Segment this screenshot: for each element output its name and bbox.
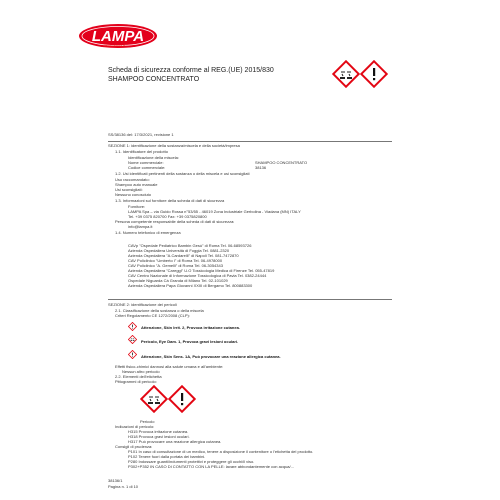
h-statement: H315 Provoca irritazione cutanea. <box>128 429 189 434</box>
clp-criteria: Criteri Regolamento CE 1272/2008 (CLP): <box>115 313 190 318</box>
section1-line: 1.3. Informazioni sul fornitore della scheda di dati di sicurezza <box>115 198 225 203</box>
h-statements-label: Indicazioni di pericolo: <box>115 424 155 429</box>
corrosion-icon <box>140 385 168 413</box>
p-statements-label: Consigli di prudenza: <box>115 444 153 449</box>
supplier-address: LAMPA Spa – via Guido Rossa n°53/55 - 46019 Zona Industriale Gerbolina - Viadana (MN) ITALY <box>128 209 301 214</box>
section1-line: Usi sconsigliati: <box>115 187 143 192</box>
footer-code: 38136/1 <box>108 478 123 483</box>
trade-name-value: SHAMPOO CONCENTRATO <box>255 160 308 165</box>
effects-label: Effetti fisico-chimici dannosi alla salute umana e all'ambiente: <box>115 364 224 369</box>
section1-line: Uso raccomandato: <box>115 177 150 182</box>
p-statement: P101 In caso di consultazione di un medico, tenere a disposizione il contenitore o l'etichetta del prodotto. <box>128 449 314 454</box>
section1-line: 1.2. Usi identificati pertinenti della sostanza o della miscela e usi sconsigliati <box>115 171 250 176</box>
code-value: 38136 <box>255 165 267 170</box>
section-divider <box>108 141 392 142</box>
corrosion-icon <box>332 60 360 88</box>
effects-value: Nessun altro pericolo <box>122 369 160 374</box>
emergency-contact: Azienda Ospedaliera Università di Foggia Tel. 0881-2320 <box>128 248 230 253</box>
corrosion-icon <box>128 335 137 344</box>
pictograms-label: Pittogrammi di pericolo: <box>115 379 157 384</box>
exclamation-icon <box>168 385 196 413</box>
section2-subheading: 2.2. Elementi dell'etichetta <box>115 374 162 379</box>
section1-line: Identificazione della miscela: <box>128 155 179 160</box>
logo-url: www.lampa.it <box>104 44 125 48</box>
exclamation-icon <box>128 350 137 359</box>
trade-name-label: Nome commerciale: <box>128 160 164 165</box>
section1-line: Shampoo auto manuale <box>115 182 158 187</box>
section2-heading: SEZIONE 2: identificazione dei pericoli <box>108 302 177 307</box>
emergency-contact: Ospedale Niguarda Cà Granda di Milano Tel. 02-101029 <box>128 278 228 283</box>
product-name-title: SHAMPOO CONCENTRATO <box>108 76 200 83</box>
emergency-contact: CAV Policlinico "A. Gemelli" di Roma Tel. 06-3054343 <box>128 263 223 268</box>
emergency-contact: CAV Policlinico "Umberto I" di Roma Tel. 06-4978000 <box>128 258 223 263</box>
emergency-contact: CAVp "Ospedale Pediatrico Bambin Gesù" di Roma Tel. 06-68593726 <box>128 243 252 248</box>
h-statement: H317 Può provocare una reazione allergica cutanea. <box>128 439 222 444</box>
document-title: Scheda di sicurezza conforme al REG.(UE) 2015/830 <box>108 67 274 74</box>
exclamation-icon <box>360 60 388 88</box>
page-number: Pagina n. 1 di 10 <box>108 484 139 489</box>
section1-heading: SEZIONE 1: identificazione della sostanza/miscela e della società/impresa <box>108 143 240 148</box>
emergency-contact: Azienda Ospedaliera "A.Cardarelli" di Napoli Tel. 081-7472870 <box>128 253 239 258</box>
hazard-statement: Pericolo, Eye Dam. 1, Provoca gravi lesioni oculari. <box>141 339 239 344</box>
emergency-contact: Azienda Ospedaliera "Careggi" U.O Tossicologia Medica di Firenze Tel. 055-47819 <box>128 268 275 273</box>
supplier-phone: Tel. +39 0375 820700 Fax: +39 0375820800 <box>128 214 207 219</box>
p-statement: P280 Indossare guanti/indumenti protettivi e proteggere gli occhi/il viso. <box>128 459 255 464</box>
emergency-contact: Azienda Ospedaliera Papa Giovanni XXIII di Bergamo Tel. 800883300 <box>128 283 253 288</box>
section1-line: Fornitore: <box>128 204 146 209</box>
signal-word: Pericolo <box>140 419 155 424</box>
document-reference: SS/38136 del: 17/3/2021, revisione 1 <box>108 132 174 137</box>
hazard-statement: Attenzione, Skin Irrit. 2, Provoca irritazione cutanea. <box>141 325 240 330</box>
emergency-contact: CAV Centro Nazionale di Informazione Tossicologica di Pavia Tel. 0382-24444 <box>128 273 267 278</box>
exclamation-icon <box>128 322 137 331</box>
hazard-statement: Attenzione, Skin Sens. 1A, Può provocare una reazione allergica cutanea. <box>141 354 281 359</box>
code-label: Codice commerciale: <box>128 165 166 170</box>
section-divider <box>108 299 392 300</box>
contact-email: info@lampa.it <box>128 224 153 229</box>
logo-text: LAMPA <box>91 28 145 45</box>
section1-line: 1.4. Numero telefonico di emergenza <box>115 230 181 235</box>
p-statement: P102 Tenere fuori dalla portata dei bambini. <box>128 454 206 459</box>
section1-line: 1.1. Identificatore del prodotto <box>115 149 168 154</box>
section1-line: Nessuno conosciuto <box>115 192 152 197</box>
section1-line: Persona competente responsabile della scheda di dati di sicurezza: <box>115 219 235 224</box>
h-statement: H318 Provoca gravi lesioni oculari. <box>128 434 190 439</box>
section2-subheading: 2.1. Classificazione della sostanza o della miscela <box>115 308 204 313</box>
p-statement: P302+P352 IN CASO DI CONTATTO CON LA PELLE: lavare abbondantemente con acqua/... <box>128 464 294 469</box>
